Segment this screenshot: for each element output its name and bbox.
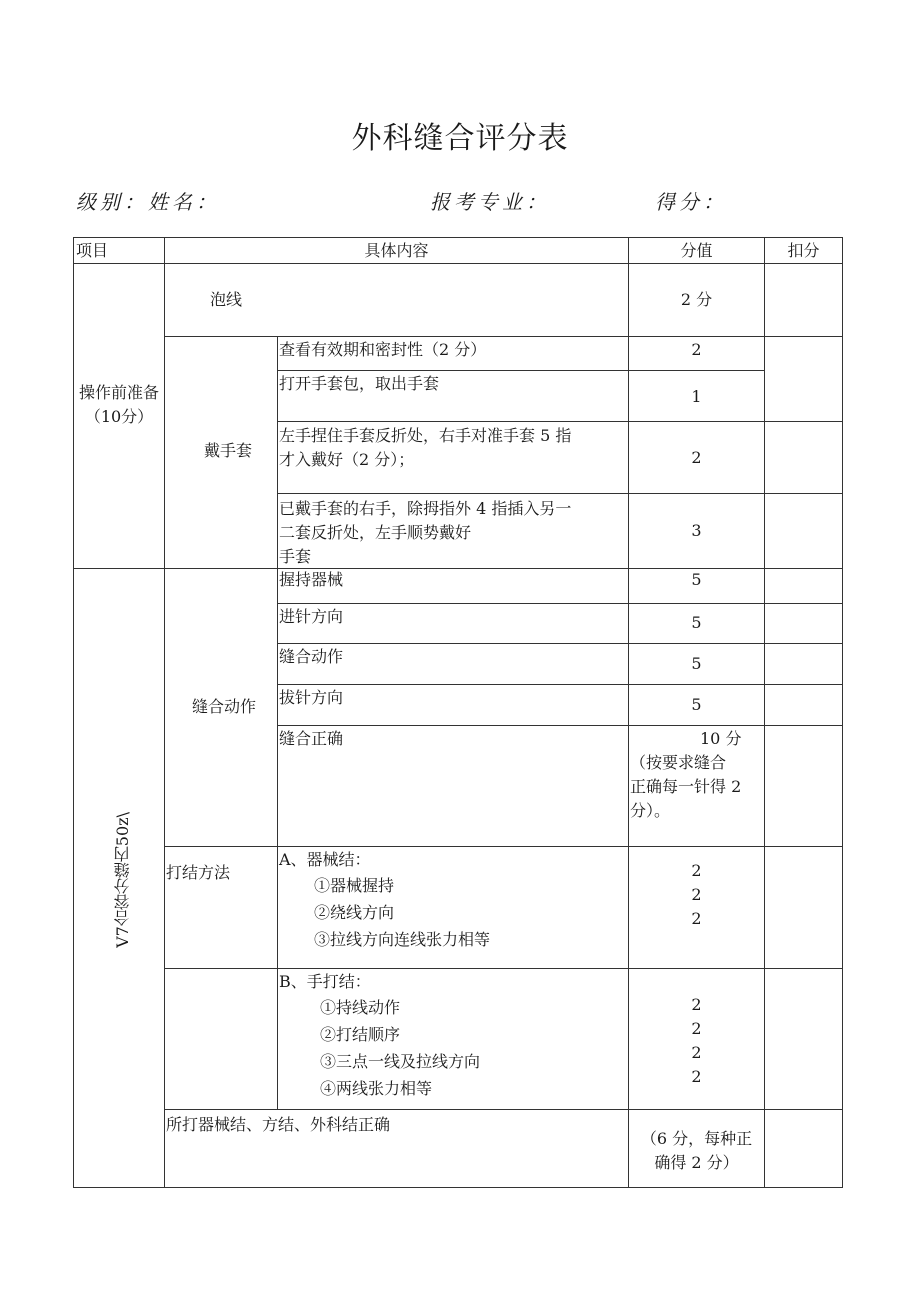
glove-row-value: 2: [691, 448, 702, 467]
hand-knot-item: ③三点一线及拉线方向: [320, 1052, 481, 1071]
glove-row-text: 查看有效期和密封性（2 分）: [279, 340, 487, 359]
suture-row-value: 5: [691, 570, 702, 589]
glove-row-text: 二套反折处，左手顺势戴好: [279, 523, 472, 542]
hand-knot-value: 2: [691, 1043, 702, 1062]
suture-action-label: 缝合动作: [192, 697, 257, 716]
hand-knot-value: 2: [691, 1019, 702, 1038]
knot-method-label: 打结方法: [166, 863, 231, 882]
glove-row-value: 1: [691, 387, 702, 406]
hand-knot-title: B、手打结：: [279, 972, 371, 991]
glove-row-value: 2: [691, 340, 702, 359]
suture-row-text: 进针方向: [279, 607, 344, 626]
score-label: 得分：: [655, 190, 727, 214]
suture-row-text: 拔针方向: [279, 688, 344, 707]
suture-correct-value: （按要求缝合: [630, 753, 727, 772]
suture-section-label: V7合容分缝内50z\: [113, 812, 132, 948]
column-header-content: 具体内容: [364, 241, 429, 260]
hand-knot-value: 2: [691, 995, 702, 1014]
hand-knot-value: 2: [691, 1067, 702, 1086]
instrument-knot-item: ②绕线方向: [314, 903, 395, 922]
column-header-value: 分值: [680, 241, 713, 260]
suture-row-text: 缝合正确: [279, 729, 344, 748]
all-knots-value: （6 分，每种正: [640, 1129, 753, 1148]
suture-row-text: 握持器械: [279, 570, 344, 589]
major-label: 报考专业：: [430, 190, 550, 214]
instrument-knot-item: ①器械握持: [314, 876, 395, 895]
soak-label: 泡线: [210, 290, 243, 309]
hand-knot-item: ①持线动作: [320, 998, 401, 1017]
glove-row-text: 手套: [279, 547, 312, 566]
glove-row-text: 左手捏住手套反折处，右手对准手套 5 指: [279, 426, 572, 445]
instrument-knot-value: 2: [691, 909, 702, 928]
soak-value: 2 分: [680, 290, 713, 309]
level-name-label: 级别：姓名：: [76, 190, 220, 214]
all-knots-text: 所打器械结、方结、外科结正确: [166, 1115, 391, 1134]
column-header-deduct: 扣分: [787, 241, 820, 260]
instrument-knot-item: ③拉线方向连线张力相等: [314, 930, 491, 949]
gloves-label: 戴手套: [204, 441, 253, 460]
glove-row-text: 才入戴好（2 分）；: [279, 450, 415, 469]
prep-section-label: 操作前准备（10分）: [78, 383, 159, 426]
suture-row-value: 5: [691, 654, 702, 673]
all-knots-value: 确得 2 分）: [654, 1153, 739, 1172]
suture-correct-value: 正确每一针得 2: [630, 777, 742, 796]
page-title: 外科缝合评分表: [351, 121, 569, 156]
instrument-knot-value: 2: [691, 885, 702, 904]
suture-row-value: 5: [691, 613, 702, 632]
hand-knot-item: ④两线张力相等: [320, 1079, 433, 1098]
column-header-item: 项目: [76, 241, 109, 260]
suture-correct-value: 10 分: [700, 729, 742, 748]
glove-row-text: 已戴手套的右手，除拇指外 4 指插入另一: [279, 499, 572, 518]
glove-row-value: 3: [691, 521, 702, 540]
instrument-knot-value: 2: [691, 861, 702, 880]
hand-knot-item: ②打结顺序: [320, 1025, 401, 1044]
suture-correct-value: 分）。: [630, 801, 671, 820]
glove-row-text: 打开手套包，取出手套: [279, 374, 440, 393]
suture-row-text: 缝合动作: [279, 647, 344, 666]
suture-row-value: 5: [691, 695, 702, 714]
instrument-knot-title: A、器械结：: [279, 850, 371, 869]
